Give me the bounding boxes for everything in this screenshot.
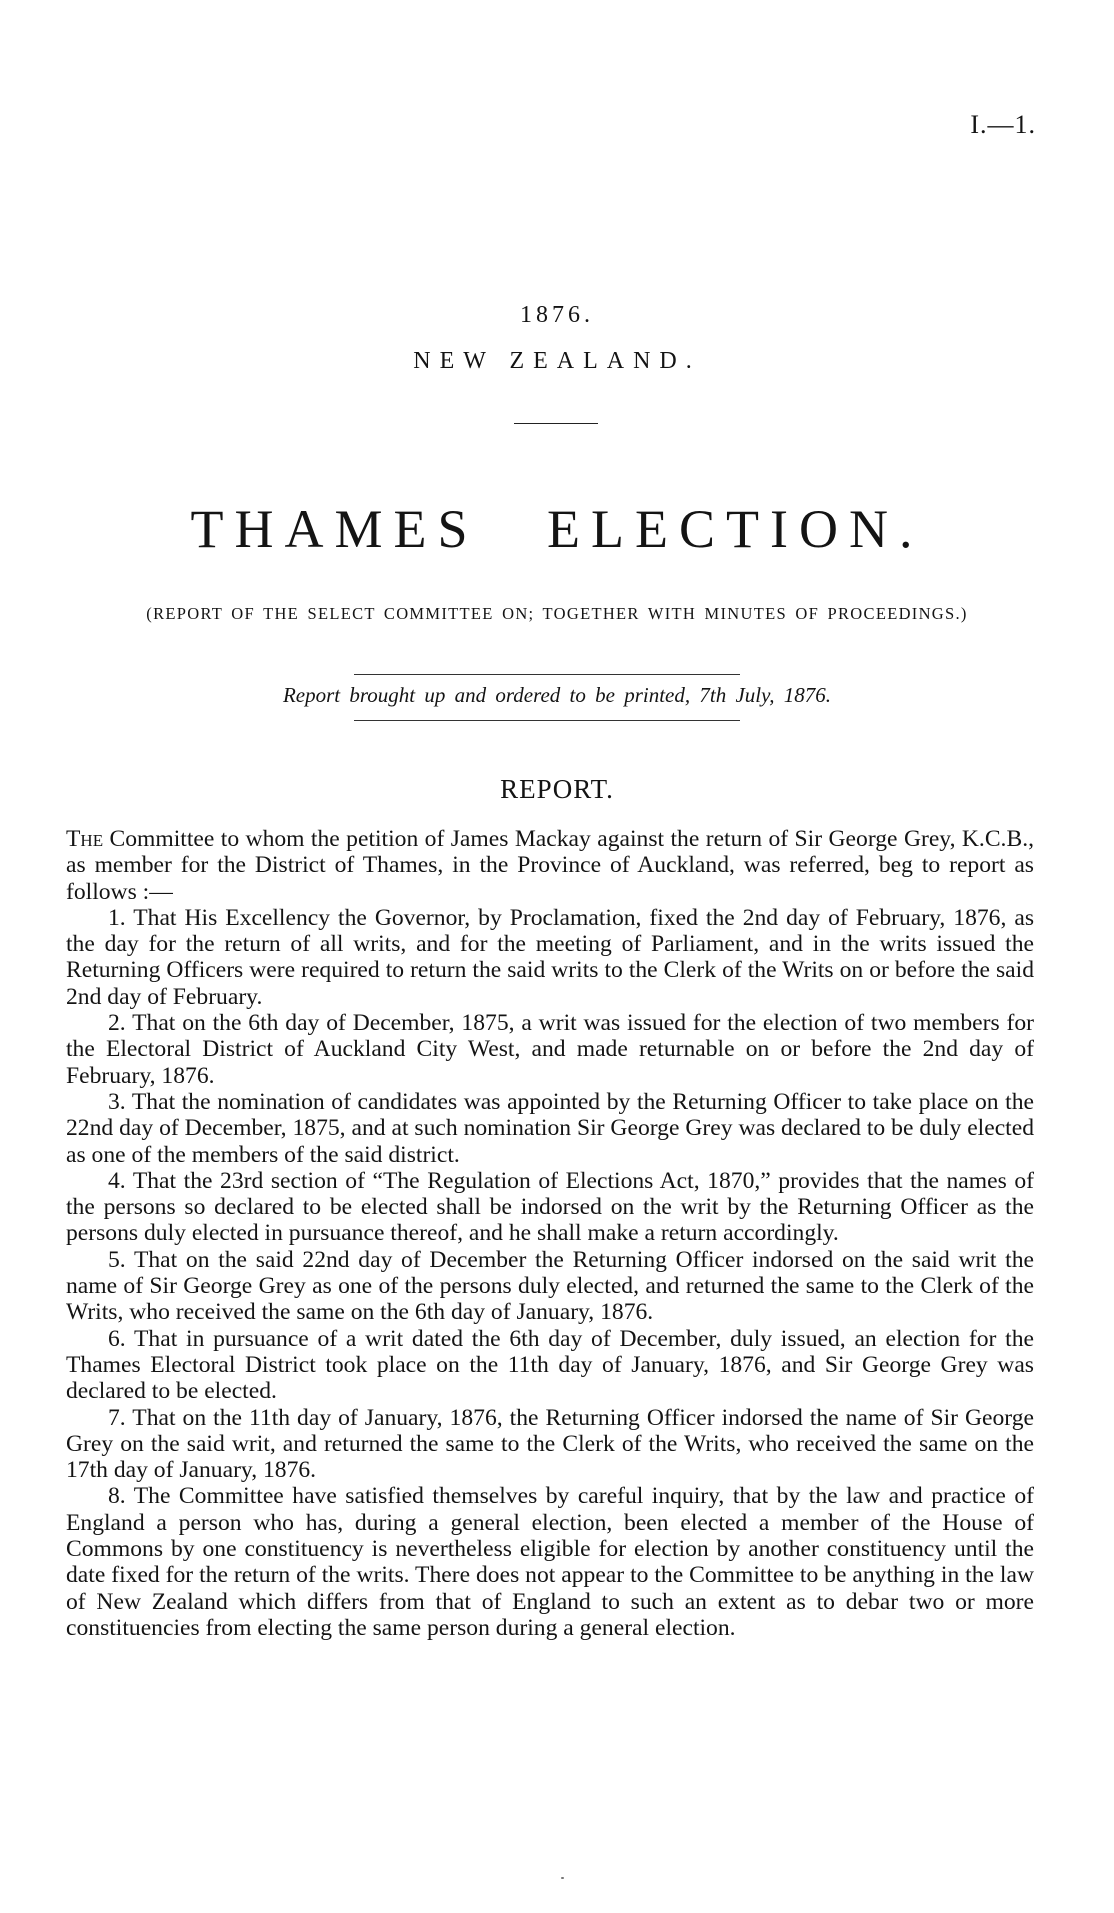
paragraph-1: 1. That His Excellency the Governor, by Proclamation, fixed the 2nd day of February, 1876, as the day for the return of all writs, and for the meeting of Parliament, and in the writs issued the Returning Officers were required to return the said writs to the Clerk of the Writs on or before the said 2nd day of February. <box>66 904 1034 1010</box>
country-name: NEW ZEALAND. <box>413 348 701 374</box>
document-title: THAMES ELECTION. <box>190 499 924 559</box>
brought-up-note: Report brought up and ordered to be printed, 7th July, 1876. <box>282 683 832 707</box>
document-subtitle: (REPORT OF THE SELECT COMMITTEE ON; TOGETHER WITH MINUTES OF PROCEEDINGS.) <box>146 604 968 623</box>
paragraph-5: 5. That on the said 22nd day of December the Returning Officer indorsed on the said writ the name of Sir George Grey as one of the persons duly elected, and returned the same to the Clerk of the Writs, who received the same on the 6th day of January, 1876. <box>66 1246 1034 1326</box>
divider-above-brought-up <box>354 674 740 675</box>
report-heading: REPORT. <box>500 774 614 804</box>
paragraph-2: 2. That on the 6th day of December, 1875, a writ was issued for the election of two members for the Electoral District of Auckland City West, and made returnable on or before the 2nd day of February, 1876. <box>66 1010 1034 1089</box>
page-reference: I.—1. <box>970 110 1036 139</box>
paragraph-8: 8. The Committee have satisfied themselves by careful inquiry, that by the law and practice of England a person who has, during a general election, been elected a member of the House of Commons by one constituency is nevertheless eligible for election by another constituency until the date fixed for the return of the writs. There does not appear to the Committee to be anything in the law of New Zealand which differs from that of England to such an extent as to debar two or more constituencies from electing the same person during a general election. <box>66 1483 1034 1641</box>
page-speck <box>561 1877 564 1879</box>
paragraph-4: 4. That the 23rd section of “The Regulation of Elections Act, 1870,” provides that the names of the persons so declared to be elected shall be indorsed on the writ by the Returning Officer as the persons duly elected in pursuance thereof, and he shall make a return accordingly. <box>66 1167 1034 1247</box>
paragraph-7: 7. That on the 11th day of January, 1876, the Returning Officer indorsed the name of Sir George Grey on the said writ, and returned the same to the Clerk of the Writs, who received the same on the 17th day of January, 1876. <box>66 1404 1034 1484</box>
report-body <box>66 826 1034 1641</box>
intro-text: Committee to whom the petition of James Mackay against the return of Sir George Grey, K.C.B., as member for the District of Thames, in the Province of Auckland, was referred, beg to report as follows :— <box>66 826 1034 905</box>
session-year: 1876. <box>520 302 594 328</box>
intro-lead-word: The <box>66 826 104 852</box>
paragraph-3: 3. That the nomination of candidates was appointed by the Returning Officer to take place on the 22nd day of December, 1875, and at such nomination Sir George Grey was declared to be duly elected as one of the members of the said district. <box>66 1088 1034 1168</box>
paragraph-6: 6. That in pursuance of a writ dated the 6th day of December, duly issued, an election for the Thames Electoral District took place on the 11th day of January, 1876, and Sir George Grey was declared to be elected. <box>66 1325 1034 1405</box>
divider-below-brought-up <box>354 720 740 721</box>
intro-paragraph <box>66 826 1034 905</box>
short-divider <box>514 423 598 424</box>
